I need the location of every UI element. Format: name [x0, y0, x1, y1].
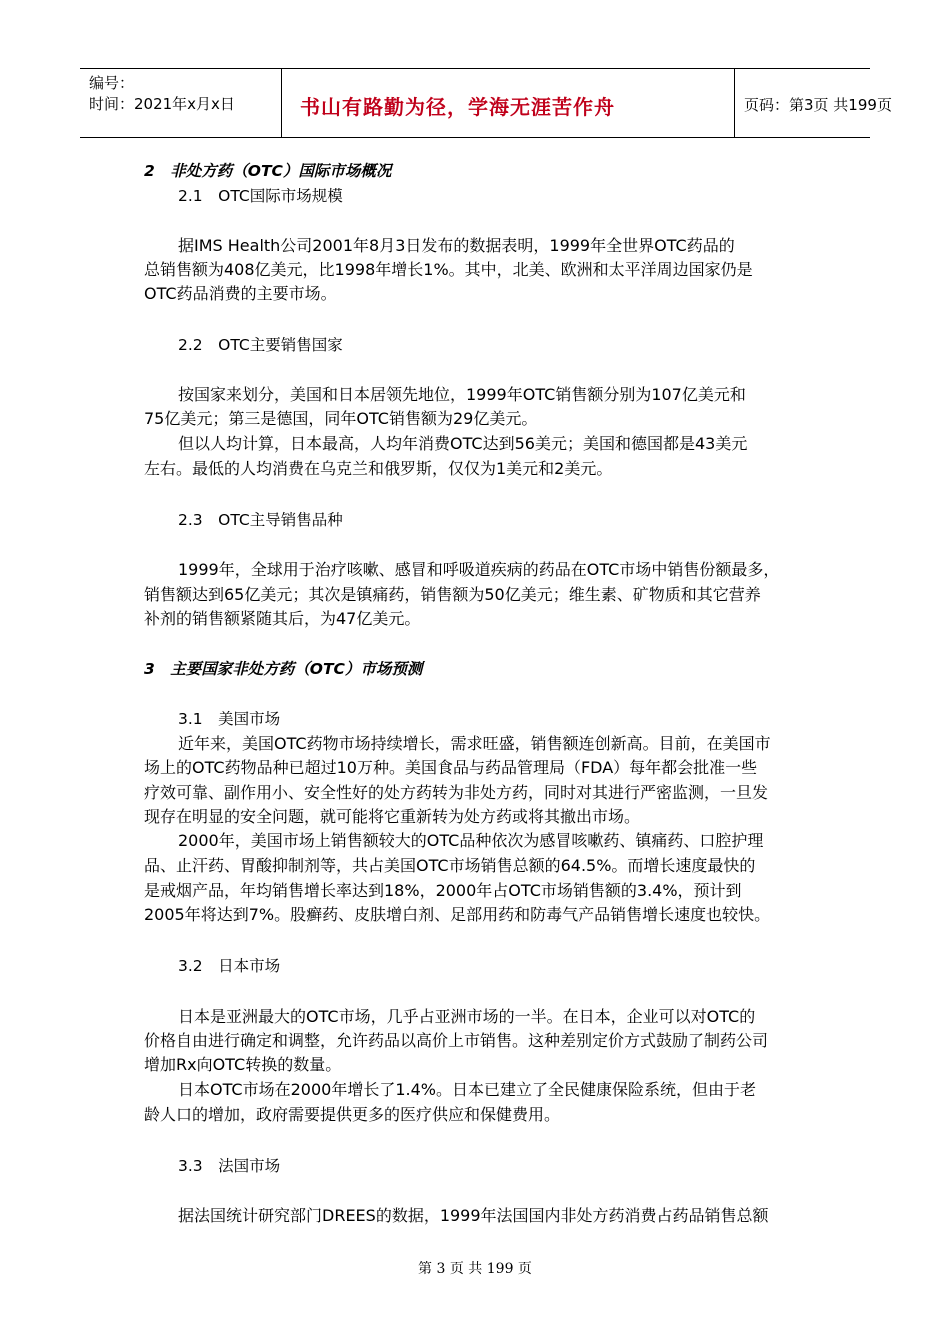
- paragraph-line: 但以人均计算，日本最高，人均年消费OTC达到56美元；美国和德国都是43美元: [178, 434, 748, 453]
- subsection-heading: 2.3 OTC主导销售品种: [178, 511, 343, 529]
- paragraph-line: 据IMS Health公司2001年8月3日发布的数据表明，1999年全世界OTC药品的: [178, 236, 735, 255]
- paragraph-line: 1999年，全球用于治疗咳嗽、感冒和呼吸道疾病的药品在OTC市场中销售份额最多，: [178, 560, 780, 579]
- time-label: 时间：2021年x月x日: [89, 95, 235, 113]
- section-heading: 3 主要国家非处方药（OTC）市场预测: [144, 660, 423, 678]
- paragraph-line: 销售额达到65亿美元；其次是镇痛药，销售额为50亿美元；维生素、矿物质和其它营养: [144, 585, 761, 604]
- paragraph-line: 日本是亚洲最大的OTC市场，几乎占亚洲市场的一半。在日本，企业可以对OTC的: [178, 1007, 756, 1026]
- paragraph-line: 据法国统计研究部门DREES的数据，1999年法国国内非处方药消费占药品销售总额: [178, 1206, 769, 1225]
- paragraph-line: 价格自由进行确定和调整，允许药品以高价上市销售。这种差别定价方式鼓励了制药公司: [144, 1031, 769, 1050]
- paragraph-line: 现存在明显的安全问题，就可能将它重新转为处方药或将其撤出市场。: [144, 807, 641, 826]
- header-meta-cell: [80, 69, 282, 137]
- number-label: 编号：: [89, 74, 135, 92]
- motto-text: 书山有路勤为径，学海无涯苦作舟: [300, 95, 615, 119]
- paragraph-line: 总销售额为408亿美元，比1998年增长1%。其中，北美、欧洲和太平洋周边国家仍是: [144, 260, 753, 279]
- paragraph-line: 场上的OTC药物品种已超过10万种。美国食品与药品管理局（FDA）每年都会批准一些: [144, 758, 758, 777]
- page-header: [80, 68, 892, 138]
- subsection-heading: 2.2 OTC主要销售国家: [178, 336, 343, 354]
- page-footer: [0, 1258, 950, 1278]
- subsection-heading: 3.1 美国市场: [178, 710, 281, 728]
- paragraph-line: 增加Rx向OTC转换的数量。: [144, 1055, 342, 1074]
- paragraph-line: 75亿美元；第三是德国，同年OTC销售额为29亿美元。: [144, 409, 538, 428]
- paragraph-line: 近年来，美国OTC药物市场持续增长，需求旺盛，销售额连创新高。目前，在美国市: [178, 734, 771, 753]
- paragraph-line: 左右。最低的人均消费在乌克兰和俄罗斯，仅仅为1美元和2美元。: [144, 459, 613, 478]
- paragraph-line: 补剂的销售额紧随其后，为47亿美元。: [144, 609, 421, 628]
- footer-page-number: 第 3 页 共 199 页: [418, 1261, 532, 1277]
- paragraph-line: 日本OTC市场在2000年增长了1.4%。日本已建立了全民健康保险系统，但由于老: [178, 1080, 756, 1099]
- paragraph-line: 2000年，美国市场上销售额较大的OTC品种依次为感冒咳嗽药、镇痛药、口腔护理: [178, 831, 764, 850]
- paragraph-line: 按国家来划分，美国和日本居领先地位，1999年OTC销售额分别为107亿美元和: [178, 385, 746, 404]
- paragraph-line: 龄人口的增加，政府需要提供更多的医疗供应和保健费用。: [144, 1105, 561, 1124]
- subsection-heading: 3.3 法国市场: [178, 1157, 281, 1175]
- paragraph-line: 2005年将达到7%。股癣药、皮肤增白剂、足部用药和防毒气产品销售增长速度也较快。: [144, 905, 771, 924]
- paragraph-line: OTC药品消费的主要市场。: [144, 284, 337, 303]
- section-heading: 2 非处方药（OTC）国际市场概况: [144, 162, 392, 180]
- subsection-heading: 3.2 日本市场: [178, 957, 281, 975]
- paragraph-line: 疗效可靠、副作用小、安全性好的处方药转为非处方药，同时对其进行严密监测，一旦发: [144, 783, 769, 802]
- subsection-heading: 2.1 OTC国际市场规模: [178, 187, 343, 205]
- paragraph-line: 是戒烟产品，年均销售增长率达到18%，2000年占OTC市场销售额的3.4%，预计到: [144, 881, 742, 900]
- header-page-cell: [735, 69, 892, 137]
- page-label: 页码：第3页 共199页: [744, 96, 892, 114]
- header-motto-cell: [282, 69, 735, 137]
- paragraph-line: 品、止汗药、胃酸抑制剂等，共占美国OTC市场销售总额的64.5%。而增长速度最快的: [144, 856, 756, 875]
